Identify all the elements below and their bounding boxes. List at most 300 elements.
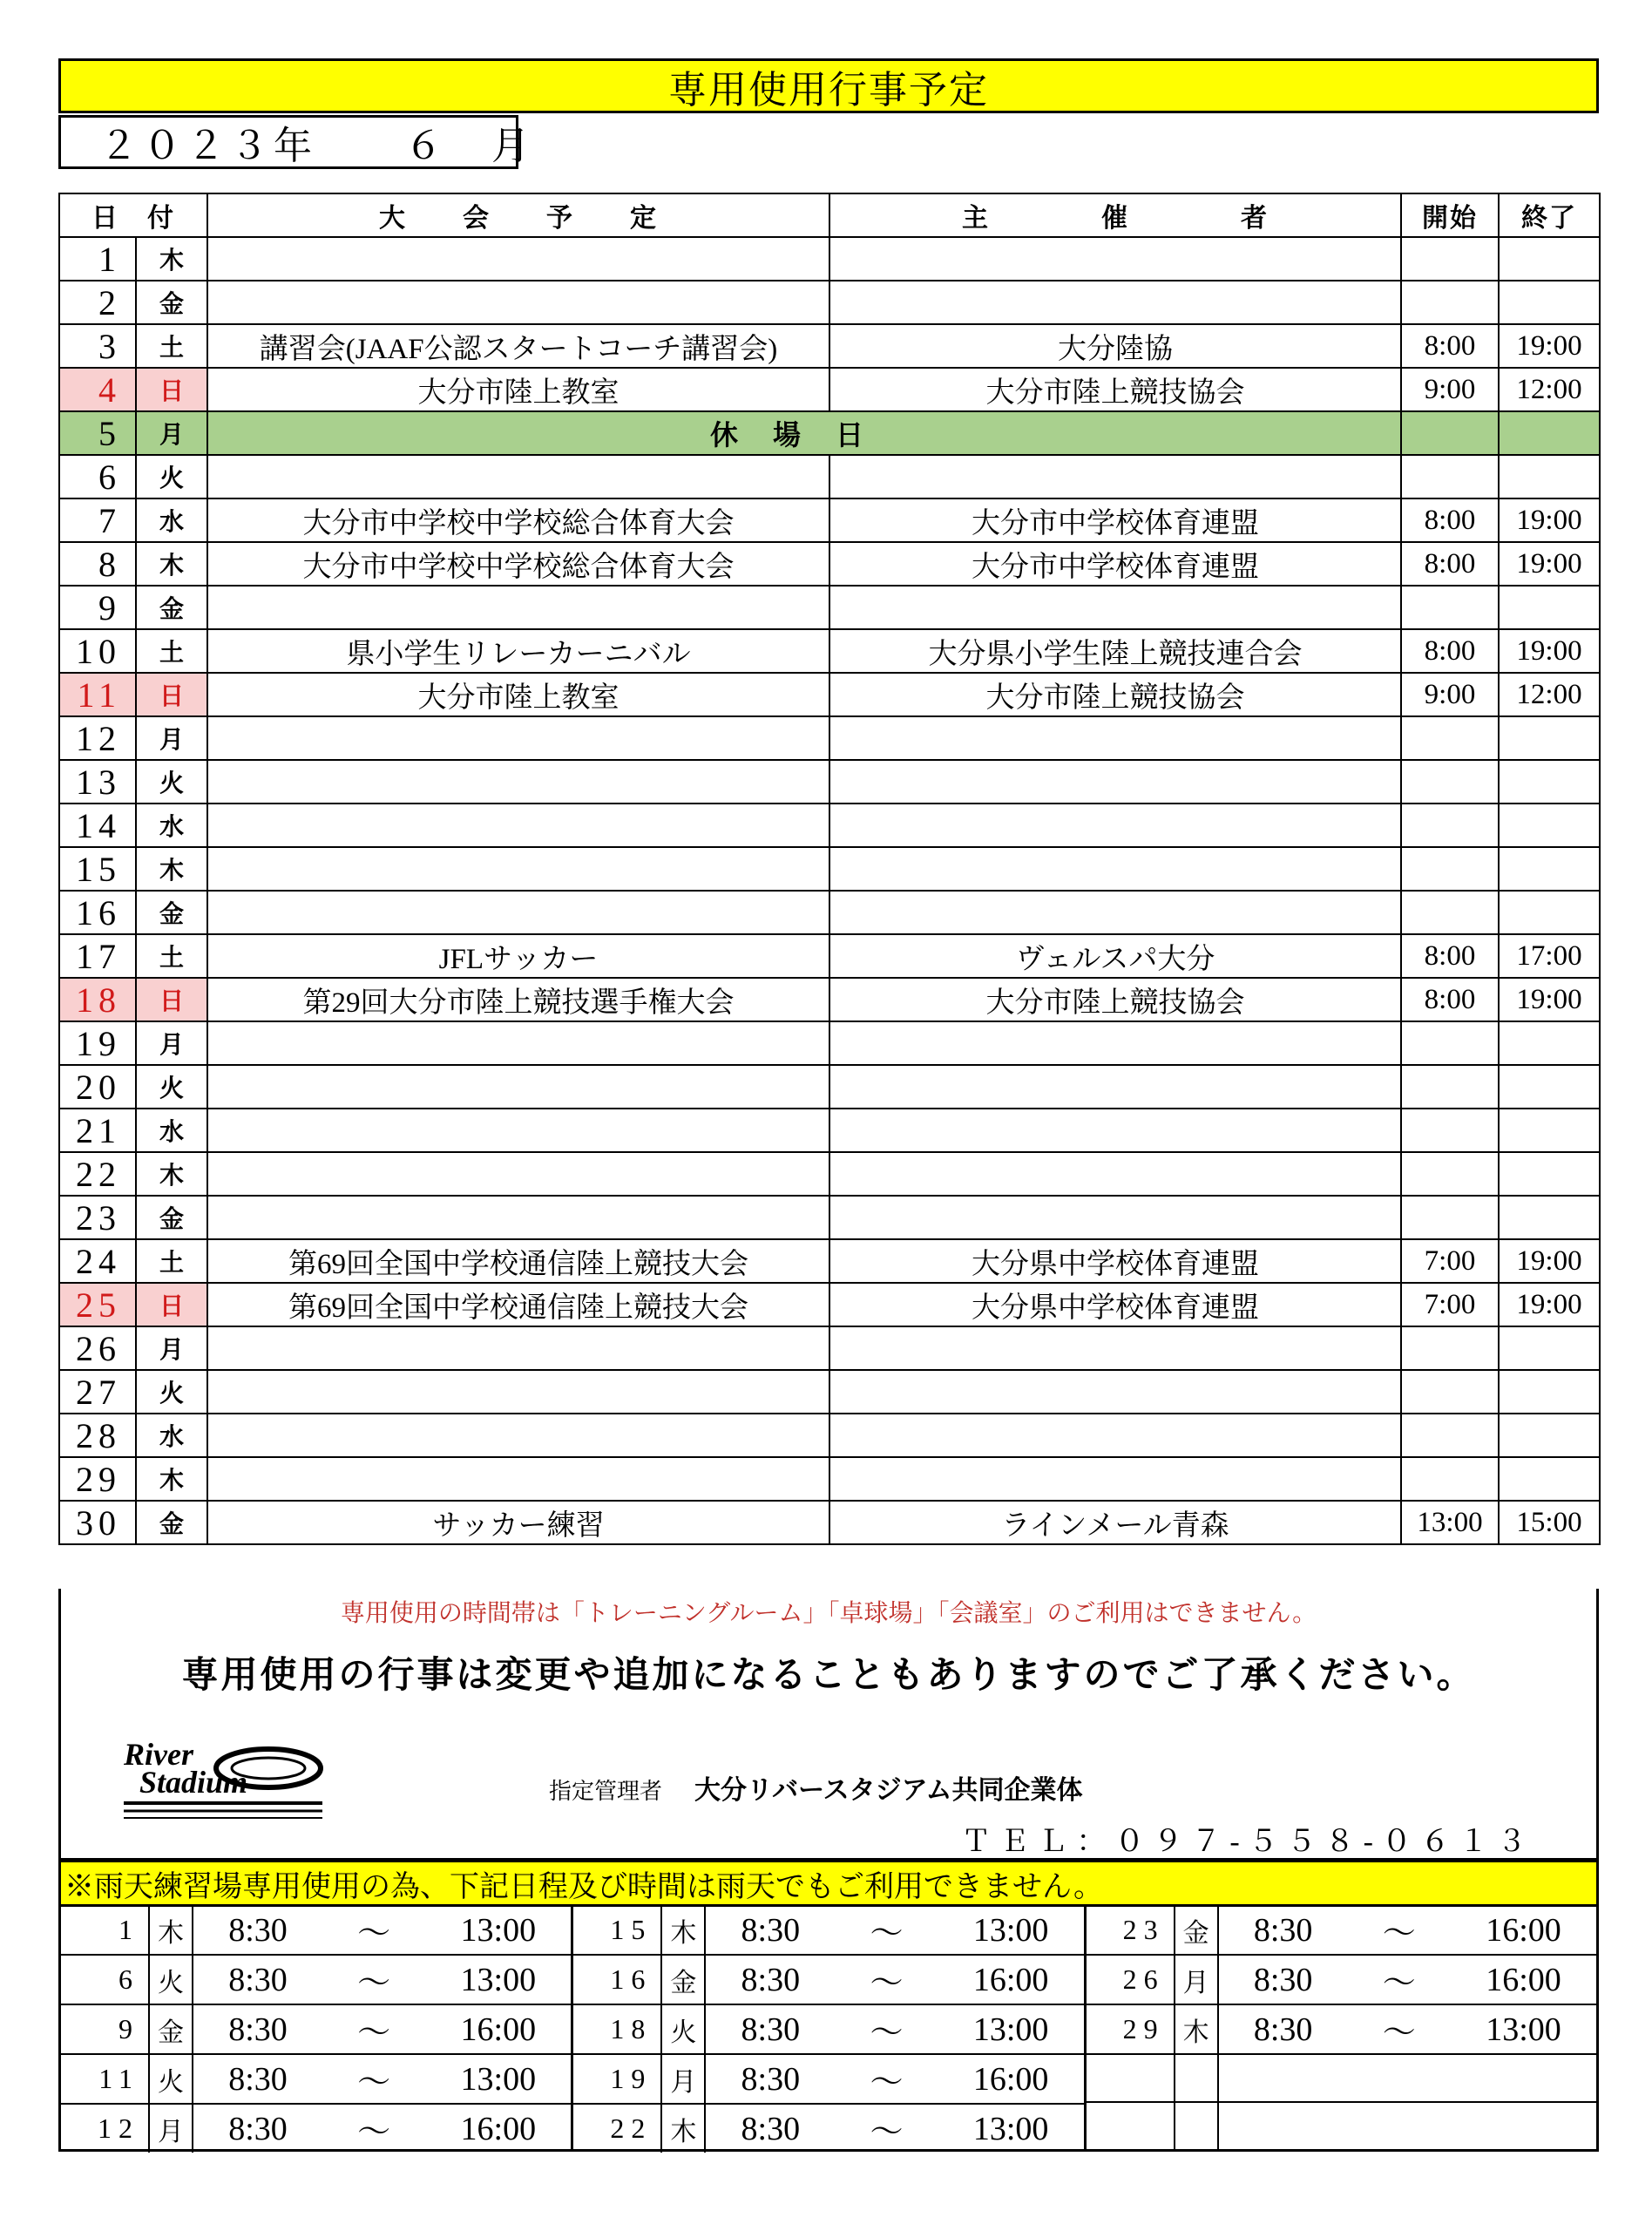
rain-to: 13:00 bbox=[972, 1911, 1049, 1949]
row-day: 30 bbox=[59, 1501, 136, 1544]
row-event bbox=[207, 804, 829, 847]
rain-time bbox=[1219, 2055, 1596, 2101]
rain-weekday: 金 bbox=[1175, 1906, 1219, 1954]
row-end: 12:00 bbox=[1499, 673, 1600, 716]
schedule-row bbox=[59, 1109, 1600, 1152]
row-end bbox=[1499, 1370, 1600, 1414]
schedule-row bbox=[59, 978, 1600, 1021]
rain-day: 23 bbox=[1087, 1906, 1175, 1954]
row-day: 18 bbox=[59, 978, 136, 1021]
row-weekday: 月 bbox=[136, 716, 207, 760]
row-start bbox=[1401, 847, 1499, 891]
row-end: 19:00 bbox=[1499, 324, 1600, 368]
row-event bbox=[207, 1414, 829, 1457]
row-weekday: 土 bbox=[136, 1239, 207, 1283]
rain-to: 13:00 bbox=[1486, 2011, 1561, 2048]
header-end: 終了 bbox=[1499, 193, 1600, 237]
rain-column bbox=[61, 1906, 571, 2149]
row-start bbox=[1401, 1152, 1499, 1196]
row-organizer bbox=[829, 1414, 1401, 1457]
row-start bbox=[1401, 411, 1499, 455]
row-weekday: 日 bbox=[136, 368, 207, 411]
row-weekday: 木 bbox=[136, 542, 207, 586]
rain-day: 15 bbox=[573, 1906, 662, 1954]
rain-sep: ～ bbox=[870, 2114, 904, 2151]
row-organizer: 大分県小学生陸上競技連合会 bbox=[829, 629, 1401, 673]
row-end: 19:00 bbox=[1499, 629, 1600, 673]
rain-to: 13:00 bbox=[460, 1911, 537, 1949]
row-organizer: 大分市陸上競技協会 bbox=[829, 978, 1401, 1021]
schedule-row bbox=[59, 934, 1600, 978]
row-event: 休場日 bbox=[207, 411, 1401, 455]
rain-sep: ～ bbox=[870, 1965, 904, 2002]
row-end bbox=[1499, 1065, 1600, 1109]
rain-weekday: 月 bbox=[150, 2105, 193, 2153]
rain-time bbox=[193, 1956, 571, 2004]
rain-row bbox=[573, 2103, 1083, 2153]
row-weekday: 水 bbox=[136, 498, 207, 542]
row-organizer bbox=[829, 1370, 1401, 1414]
row-event: 大分市中学校中学校総合体育大会 bbox=[207, 542, 829, 586]
row-event: 大分市中学校中学校総合体育大会 bbox=[207, 498, 829, 542]
row-day: 13 bbox=[59, 760, 136, 804]
row-day: 1 bbox=[59, 237, 136, 281]
row-day: 4 bbox=[59, 368, 136, 411]
rain-day: 1 bbox=[61, 1906, 150, 1954]
row-event bbox=[207, 1109, 829, 1152]
row-event: 大分市陸上教室 bbox=[207, 673, 829, 716]
schedule-row bbox=[59, 716, 1600, 760]
row-organizer bbox=[829, 1065, 1401, 1109]
row-end bbox=[1499, 586, 1600, 629]
rain-from: 8:30 bbox=[741, 1961, 801, 1998]
row-day: 14 bbox=[59, 804, 136, 847]
row-end bbox=[1499, 237, 1600, 281]
row-weekday: 木 bbox=[136, 847, 207, 891]
row-day: 9 bbox=[59, 586, 136, 629]
row-day: 26 bbox=[59, 1326, 136, 1370]
rain-to: 16:00 bbox=[460, 2011, 537, 2048]
rain-from: 8:30 bbox=[741, 2060, 801, 2098]
schedule-row bbox=[59, 1239, 1600, 1283]
row-event: 講習会(JAAF公認スタートコーチ講習会) bbox=[207, 324, 829, 368]
row-day: 5 bbox=[59, 411, 136, 455]
header-start: 開始 bbox=[1401, 193, 1499, 237]
rain-from: 8:30 bbox=[741, 1911, 801, 1949]
row-organizer bbox=[829, 760, 1401, 804]
row-end: 19:00 bbox=[1499, 978, 1600, 1021]
rain-time bbox=[706, 2105, 1083, 2153]
row-end: 19:00 bbox=[1499, 1283, 1600, 1326]
row-day: 16 bbox=[59, 891, 136, 934]
row-day: 28 bbox=[59, 1414, 136, 1457]
schedule-table bbox=[58, 193, 1601, 1545]
row-day: 6 bbox=[59, 455, 136, 498]
row-end: 19:00 bbox=[1499, 542, 1600, 586]
rain-weekday: 金 bbox=[662, 1956, 706, 2004]
rain-from: 8:30 bbox=[228, 1961, 288, 1998]
rain-to: 16:00 bbox=[972, 2060, 1049, 2098]
row-organizer bbox=[829, 1457, 1401, 1501]
schedule-row bbox=[59, 542, 1600, 586]
schedule-row bbox=[59, 1501, 1600, 1544]
row-start: 8:00 bbox=[1401, 324, 1499, 368]
row-end bbox=[1499, 1021, 1600, 1065]
row-organizer: 大分市中学校体育連盟 bbox=[829, 542, 1401, 586]
page-title: 専用使用行事予定 bbox=[58, 58, 1599, 113]
rain-row bbox=[61, 2004, 571, 2053]
row-event bbox=[207, 891, 829, 934]
rain-row bbox=[573, 1906, 1083, 1954]
row-weekday: 月 bbox=[136, 411, 207, 455]
rain-day bbox=[1087, 2055, 1175, 2101]
row-organizer bbox=[829, 891, 1401, 934]
row-start bbox=[1401, 281, 1499, 324]
rain-day: 26 bbox=[1087, 1956, 1175, 2004]
row-end: 17:00 bbox=[1499, 934, 1600, 978]
row-end bbox=[1499, 1196, 1600, 1239]
row-day: 29 bbox=[59, 1457, 136, 1501]
row-weekday: 日 bbox=[136, 673, 207, 716]
rain-weekday: 月 bbox=[1175, 1956, 1219, 2004]
row-event: 第69回全国中学校通信陸上競技大会 bbox=[207, 1283, 829, 1326]
row-organizer bbox=[829, 804, 1401, 847]
row-start: 8:00 bbox=[1401, 629, 1499, 673]
manager-info bbox=[549, 1768, 1083, 1807]
row-start bbox=[1401, 1021, 1499, 1065]
row-end bbox=[1499, 1414, 1600, 1457]
rain-time bbox=[1219, 1906, 1596, 1954]
rain-to: 16:00 bbox=[460, 2110, 537, 2147]
manager-name: 大分リバースタジアム共同企業体 bbox=[694, 1776, 1083, 1805]
row-organizer bbox=[829, 1196, 1401, 1239]
rain-to: 16:00 bbox=[972, 1961, 1049, 1998]
row-day: 7 bbox=[59, 498, 136, 542]
rain-to: 16:00 bbox=[1486, 1961, 1561, 1998]
row-weekday: 火 bbox=[136, 1370, 207, 1414]
row-start: 8:00 bbox=[1401, 498, 1499, 542]
row-start bbox=[1401, 1109, 1499, 1152]
row-event bbox=[207, 847, 829, 891]
rain-to: 13:00 bbox=[972, 2011, 1049, 2048]
row-weekday: 金 bbox=[136, 281, 207, 324]
rain-day: 18 bbox=[573, 2005, 662, 2053]
rain-sep: ～ bbox=[357, 1965, 391, 2002]
row-event bbox=[207, 1326, 829, 1370]
row-start bbox=[1401, 586, 1499, 629]
header-organizer: 主 催 者 bbox=[829, 193, 1401, 237]
rain-day: 29 bbox=[1087, 2005, 1175, 2053]
schedule-row bbox=[59, 673, 1600, 716]
row-day: 2 bbox=[59, 281, 136, 324]
row-weekday: 月 bbox=[136, 1326, 207, 1370]
row-organizer bbox=[829, 1152, 1401, 1196]
telephone: ＴＥＬ：０９７-５５８-０６１３ bbox=[961, 1826, 1535, 1858]
schedule-row bbox=[59, 1065, 1600, 1109]
row-event bbox=[207, 716, 829, 760]
row-event bbox=[207, 760, 829, 804]
row-weekday: 木 bbox=[136, 1152, 207, 1196]
row-start bbox=[1401, 455, 1499, 498]
manager-label: 指定管理者 bbox=[549, 1779, 663, 1804]
rain-row bbox=[61, 1906, 571, 1954]
row-day: 10 bbox=[59, 629, 136, 673]
row-organizer bbox=[829, 1109, 1401, 1152]
row-start bbox=[1401, 1457, 1499, 1501]
rain-weekday bbox=[1175, 2055, 1219, 2101]
rain-weekday: 火 bbox=[150, 2055, 193, 2103]
row-organizer bbox=[829, 1326, 1401, 1370]
schedule-row bbox=[59, 1152, 1600, 1196]
rain-sep: ～ bbox=[870, 2065, 904, 2101]
rain-practice-notice: ※雨天練習場専用使用の為、下記日程及び時間は雨天でもご利用できません。 bbox=[58, 1860, 1599, 1907]
rain-weekday: 火 bbox=[662, 2005, 706, 2053]
row-event bbox=[207, 455, 829, 498]
row-event bbox=[207, 1021, 829, 1065]
rain-time bbox=[706, 1906, 1083, 1954]
row-event bbox=[207, 281, 829, 324]
rain-sep: ～ bbox=[357, 2015, 391, 2051]
row-day: 12 bbox=[59, 716, 136, 760]
row-weekday: 金 bbox=[136, 1196, 207, 1239]
schedule-row bbox=[59, 804, 1600, 847]
logo-line1: River bbox=[124, 1737, 193, 1772]
logo-line2: Stadium bbox=[139, 1765, 248, 1800]
row-start: 7:00 bbox=[1401, 1239, 1499, 1283]
row-weekday: 金 bbox=[136, 1501, 207, 1544]
row-weekday: 日 bbox=[136, 978, 207, 1021]
row-end bbox=[1499, 281, 1600, 324]
month-label bbox=[58, 115, 535, 169]
notes-section bbox=[58, 1589, 1599, 1861]
river-stadium-logo bbox=[120, 1728, 329, 1824]
row-weekday: 月 bbox=[136, 1021, 207, 1065]
rain-time bbox=[706, 2055, 1083, 2103]
row-organizer: ヴェルスパ大分 bbox=[829, 934, 1401, 978]
row-start bbox=[1401, 760, 1499, 804]
rain-to: 13:00 bbox=[972, 2110, 1049, 2147]
row-end bbox=[1499, 1109, 1600, 1152]
rain-sep: ～ bbox=[357, 1916, 391, 1952]
rain-practice-schedule bbox=[58, 1906, 1599, 2152]
row-end: 12:00 bbox=[1499, 368, 1600, 411]
schedule-row bbox=[59, 1021, 1600, 1065]
schedule-body bbox=[59, 237, 1600, 1544]
row-end bbox=[1499, 847, 1600, 891]
schedule-row bbox=[59, 1457, 1600, 1501]
rain-time bbox=[193, 2105, 571, 2153]
row-organizer: 大分市陸上競技協会 bbox=[829, 368, 1401, 411]
row-event: 県小学生リレーカーニバル bbox=[207, 629, 829, 673]
row-end bbox=[1499, 1326, 1600, 1370]
schedule-row bbox=[59, 237, 1600, 281]
row-end bbox=[1499, 804, 1600, 847]
row-event: 第69回全国中学校通信陸上競技大会 bbox=[207, 1239, 829, 1283]
row-day: 8 bbox=[59, 542, 136, 586]
schedule-row bbox=[59, 1370, 1600, 1414]
rain-day bbox=[1087, 2103, 1175, 2149]
rain-sep: ～ bbox=[1382, 2015, 1416, 2051]
rain-from: 8:30 bbox=[228, 2060, 288, 2098]
row-organizer: 大分市中学校体育連盟 bbox=[829, 498, 1401, 542]
month-text: ２０２３年 ６ 月 bbox=[99, 125, 535, 167]
row-day: 21 bbox=[59, 1109, 136, 1152]
facility-restriction-note: 専用使用の時間帯は「トレーニングルーム」「卓球場」「会議室」のご利用はできません。 bbox=[340, 1600, 1317, 1627]
row-start bbox=[1401, 1196, 1499, 1239]
rain-column bbox=[1084, 1906, 1596, 2149]
row-weekday: 火 bbox=[136, 760, 207, 804]
row-start: 8:00 bbox=[1401, 978, 1499, 1021]
row-day: 17 bbox=[59, 934, 136, 978]
rain-time bbox=[193, 2005, 571, 2053]
rain-time bbox=[193, 1906, 571, 1954]
change-notice: 専用使用の行事は変更や追加になることもありますのでご了承ください。 bbox=[181, 1656, 1476, 1696]
row-event bbox=[207, 1457, 829, 1501]
schedule-row bbox=[59, 629, 1600, 673]
row-weekday: 金 bbox=[136, 586, 207, 629]
rain-from: 8:30 bbox=[228, 2110, 288, 2147]
row-end bbox=[1499, 411, 1600, 455]
row-weekday: 土 bbox=[136, 934, 207, 978]
rain-from: 8:30 bbox=[228, 2011, 288, 2048]
row-organizer: 大分陸協 bbox=[829, 324, 1401, 368]
rain-from: 8:30 bbox=[741, 2110, 801, 2147]
rain-to: 13:00 bbox=[460, 2060, 537, 2098]
row-end bbox=[1499, 455, 1600, 498]
rain-from: 8:30 bbox=[1253, 1911, 1313, 1949]
schedule-row bbox=[59, 1414, 1600, 1457]
row-end bbox=[1499, 760, 1600, 804]
row-organizer bbox=[829, 237, 1401, 281]
row-day: 23 bbox=[59, 1196, 136, 1239]
table-header-row bbox=[59, 193, 1600, 237]
rain-weekday: 木 bbox=[1175, 2005, 1219, 2053]
schedule-row bbox=[59, 324, 1600, 368]
row-organizer bbox=[829, 1021, 1401, 1065]
rain-row bbox=[573, 2053, 1083, 2103]
row-organizer bbox=[829, 586, 1401, 629]
row-start bbox=[1401, 1370, 1499, 1414]
row-event bbox=[207, 1152, 829, 1196]
row-event bbox=[207, 1065, 829, 1109]
header-event: 大 会 予 定 bbox=[207, 193, 829, 237]
row-start bbox=[1401, 1065, 1499, 1109]
schedule-row bbox=[59, 1326, 1600, 1370]
row-weekday: 金 bbox=[136, 891, 207, 934]
schedule-row bbox=[59, 891, 1600, 934]
row-organizer bbox=[829, 716, 1401, 760]
row-day: 22 bbox=[59, 1152, 136, 1196]
row-start: 7:00 bbox=[1401, 1283, 1499, 1326]
row-event: サッカー練習 bbox=[207, 1501, 829, 1544]
rain-sep: ～ bbox=[870, 1916, 904, 1952]
row-weekday: 火 bbox=[136, 455, 207, 498]
row-event: JFLサッカー bbox=[207, 934, 829, 978]
rain-row bbox=[573, 2004, 1083, 2053]
rain-weekday: 木 bbox=[150, 1906, 193, 1954]
row-organizer: 大分県中学校体育連盟 bbox=[829, 1283, 1401, 1326]
rain-to: 16:00 bbox=[1486, 1911, 1561, 1949]
row-event: 大分市陸上教室 bbox=[207, 368, 829, 411]
row-organizer bbox=[829, 847, 1401, 891]
row-end bbox=[1499, 1457, 1600, 1501]
rain-weekday: 月 bbox=[662, 2055, 706, 2103]
row-start: 9:00 bbox=[1401, 368, 1499, 411]
schedule-row bbox=[59, 1196, 1600, 1239]
row-event: 第29回大分市陸上競技選手権大会 bbox=[207, 978, 829, 1021]
row-end: 19:00 bbox=[1499, 498, 1600, 542]
rain-sep: ～ bbox=[357, 2065, 391, 2101]
schedule-row bbox=[59, 498, 1600, 542]
rain-day: 6 bbox=[61, 1956, 150, 2004]
row-organizer bbox=[829, 455, 1401, 498]
row-day: 24 bbox=[59, 1239, 136, 1283]
rain-sep: ～ bbox=[1382, 1916, 1416, 1952]
row-end bbox=[1499, 891, 1600, 934]
rain-day: 22 bbox=[573, 2105, 662, 2153]
row-event bbox=[207, 1196, 829, 1239]
rain-row bbox=[1087, 2101, 1596, 2149]
rain-day: 9 bbox=[61, 2005, 150, 2053]
rain-day: 12 bbox=[61, 2105, 150, 2153]
row-end: 19:00 bbox=[1499, 1239, 1600, 1283]
row-day: 25 bbox=[59, 1283, 136, 1326]
rain-sep: ～ bbox=[1382, 1965, 1416, 2002]
rain-time bbox=[1219, 2005, 1596, 2053]
row-organizer: ラインメール青森 bbox=[829, 1501, 1401, 1544]
row-weekday: 木 bbox=[136, 1457, 207, 1501]
rain-time bbox=[1219, 1956, 1596, 2004]
rain-time bbox=[706, 2005, 1083, 2053]
schedule-row bbox=[59, 368, 1600, 411]
rain-time bbox=[193, 2055, 571, 2103]
rain-row bbox=[61, 2103, 571, 2153]
rain-row bbox=[1087, 1906, 1596, 1954]
row-start: 8:00 bbox=[1401, 542, 1499, 586]
schedule-row bbox=[59, 455, 1600, 498]
row-event bbox=[207, 586, 829, 629]
schedule-row bbox=[59, 281, 1600, 324]
rain-weekday: 木 bbox=[662, 1906, 706, 1954]
row-start bbox=[1401, 1326, 1499, 1370]
rain-day: 19 bbox=[573, 2055, 662, 2103]
rain-sep: ～ bbox=[870, 2015, 904, 2051]
row-organizer: 大分市陸上競技協会 bbox=[829, 673, 1401, 716]
rain-day: 11 bbox=[61, 2055, 150, 2103]
row-end bbox=[1499, 1152, 1600, 1196]
row-weekday: 水 bbox=[136, 804, 207, 847]
row-end bbox=[1499, 716, 1600, 760]
row-end: 15:00 bbox=[1499, 1501, 1600, 1544]
schedule-row bbox=[59, 760, 1600, 804]
rain-row bbox=[1087, 1954, 1596, 2004]
row-organizer bbox=[829, 281, 1401, 324]
row-start bbox=[1401, 716, 1499, 760]
rain-from: 8:30 bbox=[1253, 1961, 1313, 1998]
header-date: 日 付 bbox=[59, 193, 207, 237]
row-event bbox=[207, 1370, 829, 1414]
row-start bbox=[1401, 804, 1499, 847]
row-start: 8:00 bbox=[1401, 934, 1499, 978]
row-start: 9:00 bbox=[1401, 673, 1499, 716]
rain-weekday bbox=[1175, 2103, 1219, 2149]
row-start bbox=[1401, 891, 1499, 934]
rain-row bbox=[1087, 2004, 1596, 2053]
row-day: 27 bbox=[59, 1370, 136, 1414]
row-day: 11 bbox=[59, 673, 136, 716]
schedule-row bbox=[59, 847, 1600, 891]
row-weekday: 木 bbox=[136, 237, 207, 281]
